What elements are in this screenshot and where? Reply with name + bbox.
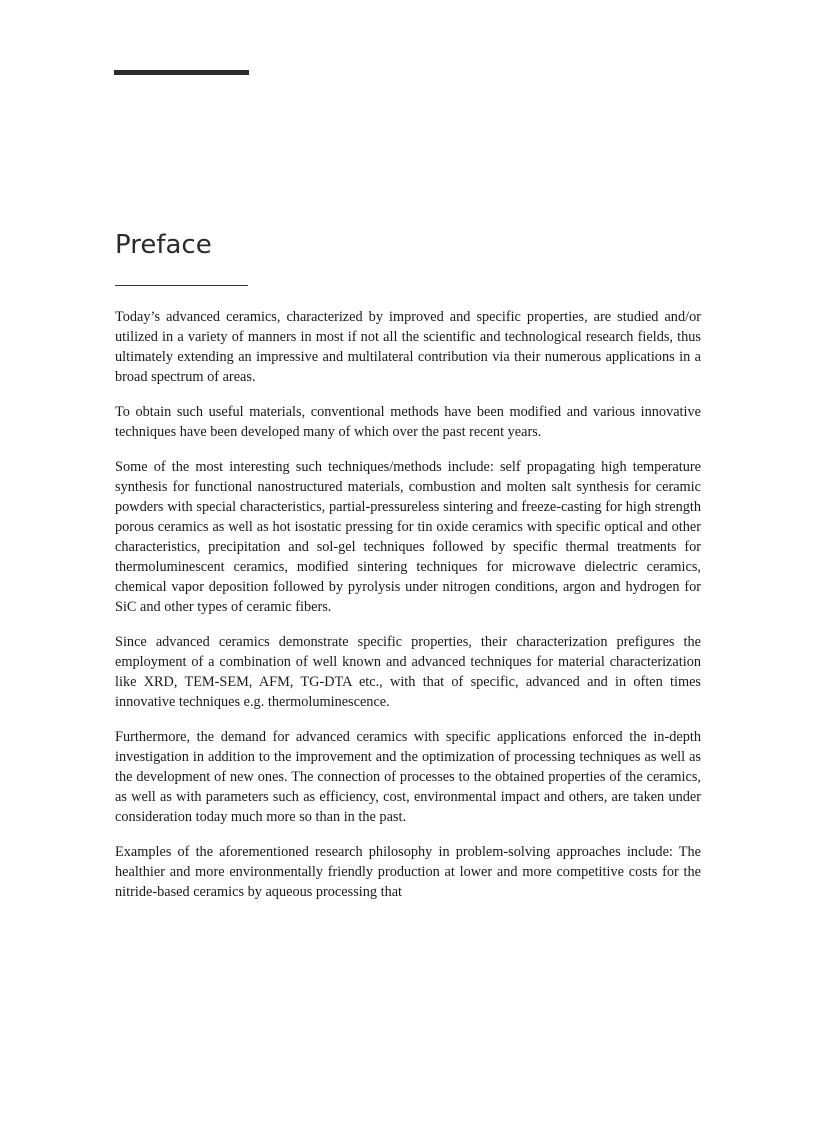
paragraph: Since advanced ceramics demonstrate specific properties, their characterization prefigures the employment of a combination of well known and advanced techniques for material characterization like XRD, TEM-SEM, AFM, TG-DTA etc., with that of specific, advanced and in often times innovative techniques e.g. thermoluminescence. (115, 634, 701, 710)
paragraph: Furthermore, the demand for advanced ceramics with specific applications enforced the in-depth investigation in addition to the improvement and the optimization of processing techniques as well as the development of new ones. The connection of processes to the obtained properties of the ceramics, as well as with parameters such as efficiency, cost, environmental impact and others, are taken under consideration today much more so than in the past. (115, 729, 701, 825)
page-title: Preface (115, 230, 212, 260)
paragraph: To obtain such useful materials, conventional methods have been modified and various innovative techniques have been developed many of which over the past recent years. (115, 404, 701, 440)
paragraph: Today’s advanced ceramics, characterized by improved and specific properties, are studied and/or utilized in a variety of manners in most if not all the scientific and technological research fields, thus ultimately extending an impressive and multilateral contribution via their numerous applications in a broad spectrum of areas. (115, 309, 701, 385)
paragraph: Examples of the aforementioned research philosophy in problem-solving approaches include: The healthier and more environmentally friendly production at lower and more competitive costs for the nitride-based ceramics by aqueous processing that (115, 844, 701, 900)
title-underline (115, 285, 248, 286)
preface-body (115, 307, 701, 917)
top-decorative-bar (114, 70, 249, 75)
paragraph: Some of the most interesting such techniques/methods include: self propagating high temperature synthesis for functional nanostructured materials, combustion and molten salt synthesis for ceramic powders with special characteristics, partial-pressureless sintering and freeze-casting for high strength porous ceramics as well as hot isostatic pressing for tin oxide ceramics with specific optical and other characteristics, precipitation and sol-gel techniques followed by specific thermal treatments for thermoluminescent ceramics, modified sintering techniques for microwave dielectric ceramics, chemical vapor deposition followed by pyrolysis under nitrogen conditions, argon and hydrogen for SiC and other types of ceramic fibers. (115, 459, 701, 615)
